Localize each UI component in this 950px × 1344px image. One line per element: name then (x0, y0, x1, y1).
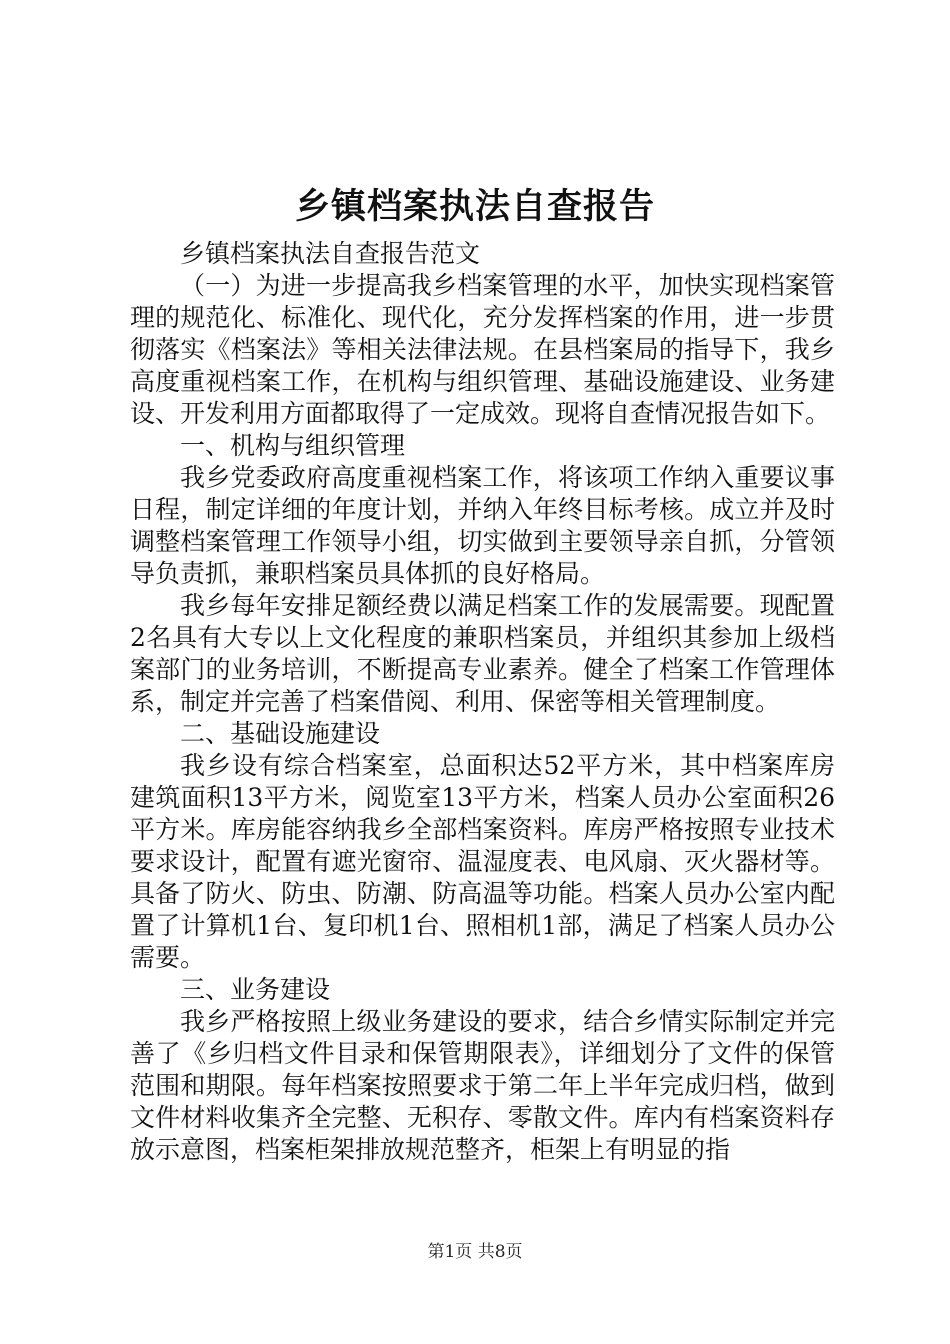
section-heading-2: 二、基础设施建设 (180, 719, 381, 748)
body-paragraph: 我乡每年安排足额经费以满足档案工作的发展需要。现配置2名具有大专以上文化程度的兼职档案员，并组织其参加上级档案部门的业务培训，不断提高专业素养。健全了档案工作管理体系，制定并完善了档案借阅、利用、保密等相关管理制度。 (130, 591, 835, 716)
page-number-footer: 第1页 共8页 (427, 1242, 523, 1262)
section-heading-3: 三、业务建设 (180, 975, 331, 1004)
section-heading-1: 一、机构与组织管理 (180, 431, 406, 460)
body-paragraph: 我乡严格按照上级业务建设的要求，结合乡情实际制定并完善了《乡归档文件目录和保管期限表》，详细划分了文件的保管范围和期限。每年档案按照要求于第二年上半年完成归档，做到文件材料收集齐全完整、无积存、零散文件。库内有档案资料存放示意图，档案柜架排放规范整齐，柜架上有明显的指 (130, 1007, 835, 1164)
document-title: 乡镇档案执法自查报告 (294, 186, 655, 227)
intro-paragraph: （一）为进一步提高我乡档案管理的水平，加快实现档案管理的规范化、标准化、现代化，充分发挥档案的作用，进一步贯彻落实《档案法》等相关法律法规。在县档案局的指导下，我乡高度重视档案工作，在机构与组织管理、基础设施建设、业务建设、开发利用方面都取得了一定成效。现将自查情况报告如下。 (130, 271, 835, 428)
body-paragraph: 我乡设有综合档案室，总面积达52平方米，其中档案库房建筑面积13平方米，阅览室13平方米，档案人员办公室面积26平方米。库房能容纳我乡全部档案资料。库房严格按照专业技术要求设计，配置有遮光窗帘、温湿度表、电风扇、灭火器材等。具备了防火、防虫、防潮、防高温等功能。档案人员办公室内配置了计算机1台、复印机1台、照相机1部，满足了档案人员办公需要。 (130, 751, 835, 972)
body-paragraph: 我乡党委政府高度重视档案工作，将该项工作纳入重要议事日程，制定详细的年度计划，并纳入年终目标考核。成立并及时调整档案管理工作领导小组，切实做到主要领导亲自抓，分管领导负责抓，兼职档案员具体抓的良好格局。 (130, 463, 835, 588)
subtitle-paragraph: 乡镇档案执法自查报告范文 (180, 239, 481, 268)
document-body (130, 238, 835, 1166)
